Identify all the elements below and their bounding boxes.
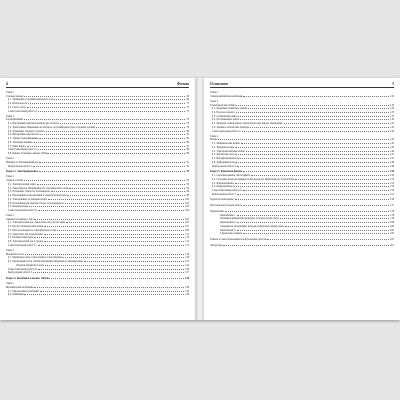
toc-entry: [6, 170, 189, 174]
toc-entry-title: Законы постоянного тока: [6, 217, 34, 221]
toc-entry-title: Приложение 3: [220, 228, 236, 232]
toc-leader-dots: [237, 164, 389, 167]
toc-leader-dots: [235, 145, 389, 148]
toc-leader-dots: [33, 271, 184, 274]
toc-entry-page: 105: [185, 221, 189, 225]
toc-leader-dots: [267, 237, 389, 240]
toc-leader-dots: [246, 149, 390, 152]
toc-entry-title: § 6. Потенциальная энергия. Разность потенциалов: [8, 201, 64, 205]
toc-entry-title: § 4. Внутренняя энергия газа: [8, 133, 40, 137]
toc-entry-page: 144: [390, 129, 394, 133]
toc-entry-page: 73: [186, 105, 189, 109]
toc-entry-title: § 2. Звуковые волны: [212, 145, 234, 149]
toc-entry-title: Самостоятельная работа 4: [8, 109, 37, 113]
toc-entry-title: Глава 3: [6, 248, 14, 252]
toc-entry-page: 152: [390, 177, 394, 181]
toc-entry: [210, 129, 394, 133]
toc-entry: [6, 276, 189, 280]
toc-entry-page: 153: [390, 181, 394, 185]
toc-entry-title: Ответы к самостоятельным и контрольным работам: [210, 238, 267, 242]
toc-leader-dots: [38, 148, 186, 151]
toc-entry-title: § 6. Электрический ток в средах: [8, 240, 43, 244]
toc-entry-title: § 5. Электроёмкость. Конденсаторы: [8, 197, 47, 201]
toc-entry-title: § 3. Ядерная физика: [212, 181, 234, 185]
toc-entry-title: § 3. Смесь газов: [8, 105, 26, 109]
toc-section: [6, 175, 189, 212]
toc-leader-dots: [44, 232, 185, 235]
right-page-number: 5: [392, 82, 394, 86]
toc-section: [6, 115, 189, 155]
toc-entry-page: 121: [185, 260, 189, 264]
toc-leader-dots: [237, 228, 390, 231]
toc-leader-dots: [25, 252, 185, 255]
toc-leader-dots: [243, 170, 389, 173]
toc-entry-title: Глава 2: [6, 214, 14, 218]
toc-entry-title: § 1. Определение колебаний: [8, 289, 39, 293]
toc-entry-page: 127: [185, 271, 189, 275]
toc-entry-page: 185: [390, 228, 394, 232]
toc-entry-page: 158: [390, 198, 394, 202]
toc-entry-title: § 5. Интерференция волн: [212, 157, 240, 161]
toc-entry-page: 76: [186, 122, 189, 126]
toc-entry-page: 133: [390, 103, 394, 107]
toc-leader-dots: [280, 217, 389, 220]
toc-entry-page: 137: [390, 114, 394, 118]
toc-entry-title: § 4. Закон Ома для полной цепи: [8, 232, 43, 236]
toc-leader-dots: [60, 122, 186, 125]
toc-leader-dots: [39, 170, 186, 173]
toc-entry-title: § 2. Закон Кулона. Напряжённость электрического поля: [8, 186, 69, 190]
toc-leader-dots: [240, 118, 389, 121]
toc-leader-dots: [66, 221, 184, 224]
toc-leader-dots: [218, 138, 389, 141]
toc-entry-title: § 4. Дисперсия света: [212, 153, 235, 157]
toc-entry-page: 76: [186, 118, 189, 122]
toc-entry-title: § 3. Потенциал. Разность потенциалов: [8, 190, 50, 194]
toc-entry-title: Глава 1: [6, 175, 14, 179]
toc-entry-page: 92: [186, 164, 189, 168]
toc-entry-title: Глава 4: [6, 157, 14, 161]
toc-leader-dots: [38, 208, 185, 211]
toc-entry-title: Глава 2: [210, 91, 218, 94]
toc-entry: [6, 151, 189, 155]
toc-entry-title: Итоговая контрольная работа: [210, 204, 242, 208]
toc-entry: [6, 293, 189, 297]
toc-entry: [6, 164, 189, 168]
toc-entry: [210, 94, 394, 98]
toc-entry-title: Глава 3: [210, 99, 218, 103]
toc-entry-title: Самостоятельная работа 9: [212, 129, 241, 133]
toc-leader-dots: [33, 164, 186, 167]
toc-entry-title: § 8. Циклы. Тепловые законы. КПД: [8, 152, 47, 156]
toc-leader-dots: [96, 125, 185, 128]
toc-entry-page: 150: [390, 170, 394, 174]
toc-section: [210, 243, 394, 247]
toc-entry-title: Глава 2: [6, 91, 14, 94]
toc-section: [6, 249, 189, 274]
toc-entry-page: 78: [186, 125, 189, 129]
toc-entry-title: Глава 1: [6, 282, 14, 286]
toc-section: [6, 170, 189, 174]
toc-leader-dots: [238, 114, 389, 117]
toc-entry: [6, 208, 189, 212]
toc-entry-page: 117: [185, 243, 189, 247]
toc-entry-page: 93: [186, 179, 189, 183]
toc-entry-title: Контрольная работа 4: [212, 164, 236, 168]
toc-leader-dots: [37, 182, 186, 185]
right-page: [204, 78, 400, 320]
toc-leader-dots: [225, 209, 389, 212]
toc-entry-page: 102: [185, 201, 189, 205]
toc-entry-title: Основные физические формулы, которые нужно знать: [220, 217, 279, 221]
toc-entry-page: 135: [390, 110, 394, 114]
toc-entry-title: Самостоятельная работа 7: [8, 243, 37, 247]
toc-entry-title: § 1. Световые кванты. Фотоэффект: [212, 174, 250, 178]
toc-entry-title: Механические колебания: [6, 285, 34, 289]
toc-entry: [6, 271, 189, 275]
toc-leader-dots: [248, 107, 389, 110]
toc-entry-title: Приложение 2: [220, 221, 236, 225]
toc-leader-dots: [65, 201, 185, 204]
toc-leader-dots: [284, 122, 390, 125]
toc-entry-page: 104: [185, 208, 189, 212]
toc-entry-page: 148: [390, 160, 394, 164]
toc-entry-page: 75: [186, 109, 189, 113]
toc-entry-page: 143: [390, 125, 394, 129]
toc-entry-title: § 3. Уравнение теплового баланса: [8, 129, 45, 133]
toc-entry-title: Влажность. Насыщенный пар: [6, 160, 39, 164]
toc-entry-title: § 2. Расчёт электрических цепей: [8, 225, 44, 229]
toc-entry-page: 130: [185, 293, 189, 297]
toc-entry-title: § 6. Тепловые машины: [8, 140, 33, 144]
toc-entry-page: 185: [390, 232, 394, 236]
toc-leader-dots: [69, 186, 185, 189]
toc-leader-dots: [39, 136, 185, 139]
toc-entry-page: 141: [390, 122, 394, 126]
toc-leader-dots: [235, 181, 389, 184]
toc-leader-dots: [51, 276, 185, 279]
left-table-of-contents: [6, 91, 189, 296]
toc-entry-title: § 1. Основные понятия и законы: [212, 107, 248, 111]
toc-leader-dots: [235, 198, 390, 201]
toc-entry-title: Энергия магнитного поля: [16, 263, 44, 267]
left-page-number: 4: [6, 82, 8, 86]
toc-entry-title: § 1. Магнитное поле. Сила Ампера. Сила Лоренца: [8, 256, 63, 260]
toc-section: [210, 209, 394, 235]
toc-entry-title: § 1. Электрический заряд: [8, 182, 36, 186]
toc-entry-page: 150: [390, 174, 394, 178]
toc-entry-page: 178: [390, 209, 394, 213]
toc-leader-dots: [236, 110, 390, 113]
toc-leader-dots: [38, 109, 186, 112]
toc-entry-page: 155: [390, 185, 394, 189]
toc-leader-dots: [28, 102, 185, 105]
toc-entry-page: 145: [390, 145, 394, 149]
toc-leader-dots: [38, 267, 185, 270]
toc-entry-page: 69: [186, 98, 189, 102]
toc-entry-page: 103: [185, 205, 189, 209]
toc-entry-page: 111: [185, 232, 189, 236]
toc-leader-dots: [243, 94, 389, 97]
toc-entry-page: 105: [185, 217, 189, 221]
toc-leader-dots: [237, 192, 389, 195]
toc-section: [210, 100, 394, 133]
toc-entry-title: Электростатика: [6, 179, 24, 183]
toc-leader-dots: [51, 190, 186, 193]
toc-entry-page: 178: [390, 213, 394, 217]
toc-entry-page: 145: [390, 142, 394, 146]
toc-entry-page: 146: [390, 149, 394, 153]
toc-entry-page: 118: [185, 256, 189, 260]
toc-entry-page: 139: [390, 118, 394, 122]
toc-section: [210, 135, 394, 168]
toc-entry-title: § 7. Конденсаторы: [8, 205, 29, 209]
toc-entry-page: 100: [185, 197, 189, 201]
toc-section: [6, 157, 189, 168]
toc-entry-page: 149: [390, 164, 394, 168]
toc-entry-title: Раздел 4. Колебания и волны. Оптика: [6, 277, 50, 281]
toc-entry-title: Электромагнитные колебания: [210, 94, 243, 98]
toc-leader-dots: [27, 105, 186, 108]
toc-entry-title: § 2. Изопроцессы: [8, 102, 27, 106]
left-page: [0, 78, 196, 320]
toc-leader-dots: [44, 239, 184, 242]
toc-entry-page: 87: [186, 144, 189, 148]
toc-entry-page: 69: [186, 94, 189, 98]
toc-entry-page: 180: [390, 221, 394, 225]
toc-leader-dots: [295, 177, 389, 180]
toc-entry-title: § 5. Формула тонкой линзы. Оптическая сила линзы. Увеличение: [212, 122, 283, 126]
toc-leader-dots: [236, 185, 389, 188]
toc-entry-page: 128: [185, 285, 189, 289]
toc-entry-title: § 1. Электрический ток. Закон Ома для участка цепи: [8, 221, 66, 225]
toc-entry-page: 107: [185, 225, 189, 229]
toc-entry-title: Самостоятельная работа 5: [8, 148, 37, 152]
toc-entry-page: 89: [186, 148, 189, 152]
toc-entry-title: § 3. Собирающая линза: [212, 114, 238, 118]
toc-leader-dots: [40, 133, 185, 136]
toc-entry-title: Глава 4: [210, 134, 218, 138]
toc-section: [210, 204, 394, 208]
toc-entry: [210, 192, 394, 196]
toc-entry-title: Глава 3: [6, 114, 14, 118]
toc-leader-dots: [24, 94, 185, 97]
toc-leader-dots: [235, 160, 389, 163]
toc-entry-page: 156: [390, 188, 394, 192]
toc-leader-dots: [40, 289, 185, 292]
toc-entry: [210, 243, 394, 247]
toc-entry-page: 71: [186, 102, 189, 106]
toc-section: [6, 91, 189, 113]
toc-leader-dots: [27, 144, 186, 147]
toc-entry-page: 98: [186, 194, 189, 198]
right-table-of-contents: [210, 91, 394, 247]
toc-entry: [210, 204, 394, 208]
toc-leader-dots: [243, 232, 389, 235]
toc-leader-dots: [34, 217, 184, 220]
toc-entry-page: 133: [390, 107, 394, 111]
toc-entry-page: 80: [186, 129, 189, 133]
toc-entry-title: § 2. Маятники: [8, 293, 24, 297]
right-running-title: Оглавление: [210, 82, 229, 86]
toc-entry-title: Самостоятельная работа 6: [8, 208, 37, 212]
toc-leader-dots: [251, 173, 389, 176]
toc-section: [6, 282, 189, 296]
toc-section: [210, 237, 394, 241]
right-page-header: [210, 82, 394, 88]
toc-entry-page: 147: [390, 153, 394, 157]
toc-entry: [210, 232, 394, 236]
toc-leader-dots: [237, 213, 390, 216]
toc-entry-title: § 4. Проводники и диэлектрики в электрическом поле: [8, 194, 67, 198]
toc-entry-title: Приложения: [210, 209, 224, 213]
toc-leader-dots: [240, 156, 389, 159]
toc-leader-dots: [243, 204, 389, 207]
toc-entry-title: § 2. Плоское зеркало: [212, 110, 235, 114]
toc-entry-page: 132: [390, 94, 394, 98]
toc-leader-dots: [38, 243, 185, 246]
toc-leader-dots: [24, 293, 184, 296]
toc-leader-dots: [285, 224, 389, 227]
toc-entry-title: § 7. Цикл Карно: [8, 144, 26, 148]
toc-entry-title: Раздел 5. Квантовая физика: [210, 170, 243, 174]
toc-entry-title: § 4. Рассеивающая линза: [212, 118, 240, 122]
toc-entry-title: Контрольная работа 5: [212, 192, 236, 196]
toc-leader-dots: [235, 153, 389, 156]
toc-leader-dots: [48, 197, 184, 200]
toc-leader-dots: [34, 285, 184, 288]
toc-entry-page: 180: [390, 224, 394, 228]
toc-entry-title: Задачи на повторение: [210, 198, 234, 202]
toc-entry-page: 96: [186, 190, 189, 194]
toc-entry-page: 86: [186, 140, 189, 144]
toc-entry-page: 113: [185, 236, 189, 240]
toc-leader-dots: [46, 129, 186, 132]
toc-entry-page: 145: [390, 138, 394, 142]
toc-entry-title: Сведения из математики, которые обязательно нужно знать: [220, 224, 285, 228]
toc-entry-page: 85: [186, 137, 189, 141]
toc-entry-title: § 3. Электромагнитные волны: [212, 149, 245, 153]
toc-entry-title: § 4. Радиоактивность: [212, 185, 236, 189]
toc-entry-page: 178: [390, 217, 394, 221]
toc-entry-page: 126: [185, 267, 189, 271]
toc-entry-title: § 6. Зрение и оптические приборы: [212, 125, 250, 129]
toc-section: [210, 91, 394, 98]
toc-leader-dots: [237, 220, 390, 223]
toc-entry: [210, 237, 394, 241]
toc-section: [6, 276, 189, 280]
toc-leader-dots: [34, 236, 184, 239]
toc-entry-title: Литература: [210, 243, 223, 247]
toc-leader-dots: [24, 178, 185, 181]
toc-entry-page: 91: [186, 160, 189, 164]
toc-entry-page: 118: [185, 252, 189, 256]
toc-leader-dots: [236, 103, 389, 106]
toc-leader-dots: [242, 129, 390, 132]
toc-entry-title: § 5. Правила Кирхгофа: [8, 236, 33, 240]
toc-entry-title: Термодинамика: [6, 118, 24, 122]
book-spread: [0, 78, 400, 320]
toc-leader-dots: [241, 141, 390, 144]
toc-entry: [210, 164, 394, 168]
toc-leader-dots: [63, 256, 184, 259]
toc-entry: [210, 198, 394, 202]
toc-entry-title: Справочные данные: [220, 232, 242, 236]
toc-entry-title: § 2. Магнитный поток. Электромагнитная индукция и самоиндукция: [8, 260, 83, 264]
toc-section: [210, 170, 394, 196]
toc-entry-title: Самостоятельная работа 10: [212, 188, 242, 192]
toc-leader-dots: [34, 140, 186, 143]
toc-leader-dots: [84, 259, 184, 262]
toc-entry-page: 201: [390, 243, 394, 247]
toc-entry-page: 128: [185, 289, 189, 293]
toc-entry-title: Приложение 1: [220, 213, 236, 217]
left-page-header: [6, 82, 189, 88]
toc-leader-dots: [24, 118, 185, 121]
toc-entry-page: 93: [186, 182, 189, 186]
toc-entry-title: § 3. Работа и мощность электрического тока: [8, 228, 57, 232]
toc-entry: [6, 243, 189, 247]
toc-entry-title: § 1. Уравнение состояния идеального газа: [8, 98, 54, 102]
toc-entry-page: 93: [186, 170, 189, 174]
toc-leader-dots: [250, 125, 389, 128]
toc-entry-title: § 6. Дифракция волн: [212, 160, 235, 164]
toc-entry-page: 109: [185, 228, 189, 232]
toc-leader-dots: [223, 243, 389, 246]
toc-entry-title: § 2. Строение атома на примере атома водорода. Квантовые постулаты Бора: [212, 177, 295, 181]
toc-entry-page: 115: [185, 240, 189, 244]
toc-entry: [6, 109, 189, 113]
toc-entry-page: 124: [185, 263, 189, 267]
toc-leader-dots: [29, 205, 184, 208]
toc-leader-dots: [54, 98, 185, 101]
toc-entry-page: 89: [186, 152, 189, 156]
toc-entry-page: 172: [390, 204, 394, 208]
toc-entry-title: § 1. Внутренняя энергия и количество теплоты: [8, 122, 59, 126]
toc-entry-title: Волны: [210, 138, 218, 142]
toc-leader-dots: [57, 228, 184, 231]
toc-leader-dots: [243, 188, 389, 191]
toc-entry-page: 147: [390, 157, 394, 161]
toc-entry-title: § 1. Механические волны: [212, 142, 240, 146]
toc-entry-title: Контрольная работа 3: [8, 271, 32, 275]
left-running-title: Физика: [177, 82, 189, 86]
toc-entry-title: Магнитное поле: [6, 252, 24, 256]
toc-entry-page: 128: [185, 277, 189, 281]
toc-leader-dots: [45, 263, 184, 266]
toc-entry-title: § 5. Законы термодинамики: [8, 137, 38, 141]
toc-entry-page: 187: [390, 238, 394, 242]
toc-entry-title: Раздел 3. Электродинамика: [6, 170, 38, 174]
toc-leader-dots: [67, 193, 185, 196]
toc-entry-title: Самостоятельная работа 8: [8, 267, 37, 271]
toc-entry-title: § 2. Теплообмен. Изменение агрегатного состояния вещества. Сгорание топлива: [8, 125, 96, 129]
toc-entry-page: 94: [186, 186, 189, 190]
toc-entry-title: Геометрическая оптика: [210, 103, 236, 107]
book-gutter: [196, 78, 204, 320]
toc-section: [210, 198, 394, 202]
toc-section: [6, 214, 189, 247]
toc-entry-title: Контрольная работа 2: [8, 164, 32, 168]
toc-entry-title: Газовые законы: [6, 94, 24, 98]
toc-entry-page: 157: [390, 192, 394, 196]
toc-leader-dots: [44, 225, 184, 228]
toc-leader-dots: [39, 160, 185, 163]
toc-entry-page: 83: [186, 133, 189, 137]
toc-leader-dots: [47, 151, 185, 154]
